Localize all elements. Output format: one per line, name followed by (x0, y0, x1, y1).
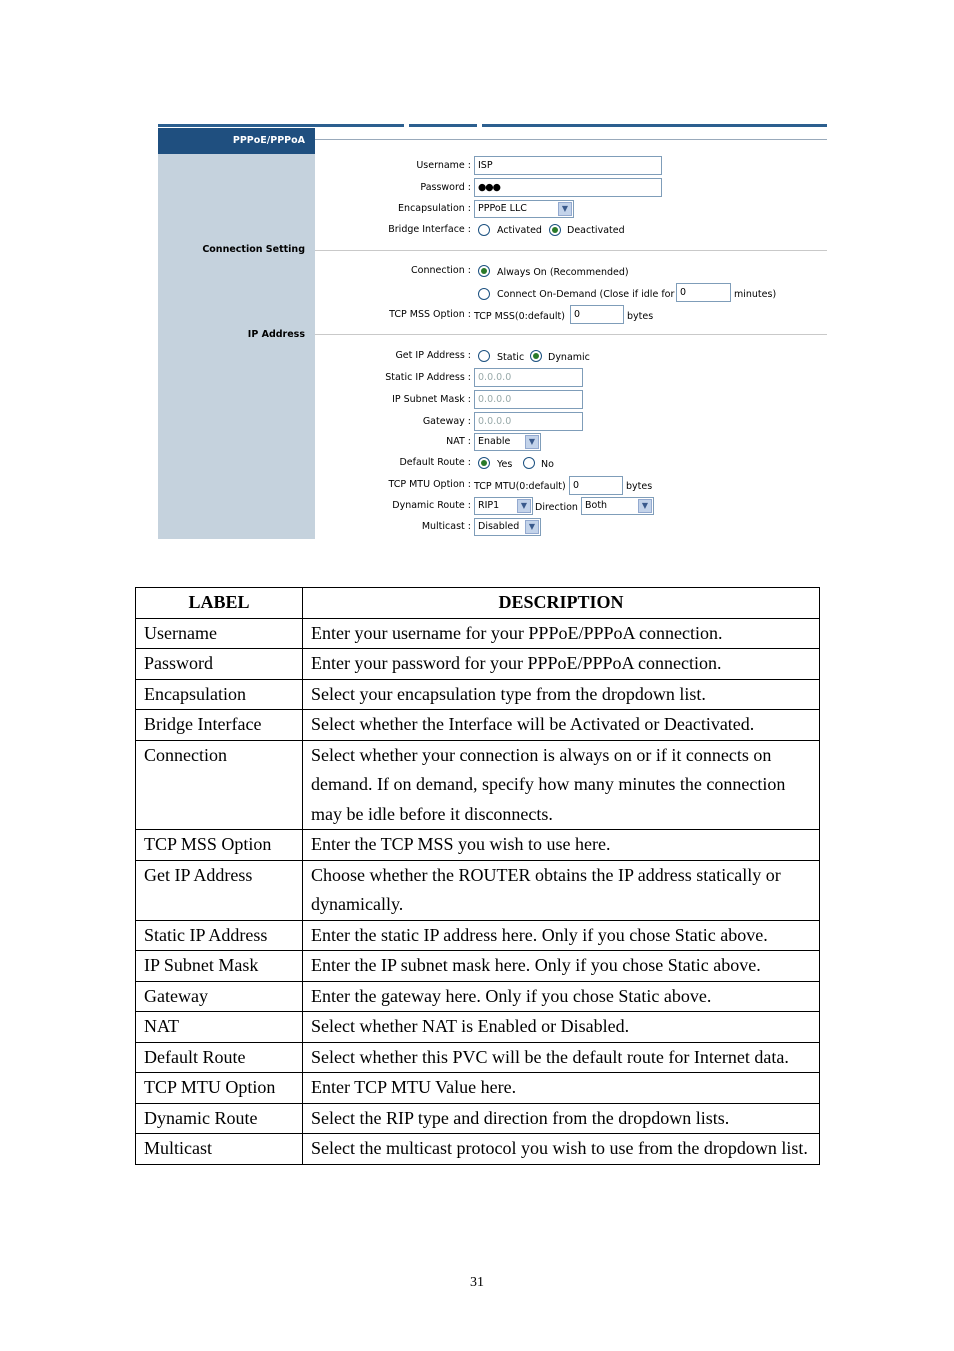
row-description: Enter the gateway here. Only if you chose Static above. (303, 981, 820, 1012)
default-route-yes-text: Yes (497, 459, 513, 470)
row-label: Default Route (136, 1042, 303, 1073)
tcp-mtu-unit: bytes (626, 481, 653, 492)
row-label: Multicast (136, 1134, 303, 1165)
tab-pppoe-pppoa[interactable]: PPPoE/PPPoA (158, 128, 315, 154)
row-description: Choose whether the ROUTER obtains the IP address statically or dynamically. (303, 860, 820, 920)
connection-demand-text: Connect On-Demand (Close if idle for (497, 289, 675, 300)
section-divider (315, 334, 827, 335)
chevron-down-icon: ▼ (517, 499, 531, 513)
table-row (136, 618, 820, 649)
connection-label: Connection : (411, 265, 471, 276)
tcp-mss-input[interactable]: 0 (570, 305, 624, 324)
nat-value: Enable (478, 436, 511, 447)
encapsulation-value: PPPoE LLC (478, 203, 527, 214)
table-row (136, 1103, 820, 1134)
row-label: Connection (136, 740, 303, 830)
table-row (136, 981, 820, 1012)
row-description: Enter your password for your PPPoE/PPPoA connection. (303, 649, 820, 680)
chevron-down-icon: ▼ (558, 202, 572, 216)
dynamic-route-select[interactable] (474, 497, 533, 515)
subnet-mask-label: IP Subnet Mask : (392, 394, 471, 405)
header-label: LABEL (136, 588, 303, 619)
direction-value: Both (585, 500, 608, 511)
get-ip-static-text: Static (497, 352, 525, 363)
row-description: Select whether this PVC will be the default route for Internet data. (303, 1042, 820, 1073)
tcp-mss-prefix: TCP MSS(0:default) (474, 311, 565, 322)
dynamic-route-label: Dynamic Route : (392, 500, 471, 511)
row-description: Select whether your connection is always on or if it connects on demand. If on demand, specify how many minutes the connection may be idle before it disconnects. (303, 740, 820, 830)
page-number: 31 (470, 1275, 484, 1290)
idle-minutes-unit: minutes) (734, 289, 777, 300)
default-route-no-radio[interactable] (523, 457, 535, 469)
row-description: Enter the IP subnet mask here. Only if you chose Static above. (303, 951, 820, 982)
dynamic-route-value: RIP1 (478, 500, 500, 511)
multicast-value: Disabled (478, 521, 520, 532)
tab-bar-line (409, 124, 477, 127)
row-description: Select the multicast protocol you wish to use from the dropdown list. (303, 1134, 820, 1165)
bridge-activated-text: Activated (497, 225, 542, 236)
table-row (136, 740, 820, 830)
static-ip-input[interactable]: 0.0.0.0 (474, 368, 583, 387)
username-input[interactable]: ISP (474, 156, 662, 175)
table-header-row (136, 588, 820, 619)
row-label: Gateway (136, 981, 303, 1012)
default-route-yes-radio[interactable] (478, 457, 490, 469)
chevron-down-icon: ▼ (525, 520, 539, 534)
tcp-mss-unit: bytes (627, 311, 654, 322)
chevron-down-icon: ▼ (638, 499, 652, 513)
sidebar-ip-address: IP Address (247, 329, 305, 340)
table-row (136, 1012, 820, 1043)
row-label: TCP MTU Option (136, 1073, 303, 1104)
multicast-select[interactable] (474, 518, 541, 536)
subnet-mask-input[interactable]: 0.0.0.0 (474, 390, 583, 409)
row-label: IP Subnet Mask (136, 951, 303, 982)
header-description: DESCRIPTION (303, 588, 820, 619)
idle-minutes-input[interactable]: 0 (676, 283, 731, 302)
chevron-down-icon: ▼ (525, 435, 539, 449)
default-route-label: Default Route : (399, 457, 471, 468)
header-rule (315, 139, 827, 140)
encapsulation-label: Encapsulation : (398, 203, 471, 214)
row-description: Enter the static IP address here. Only if you chose Static above. (303, 920, 820, 951)
default-route-no-text: No (541, 459, 554, 470)
router-config-screenshot (144, 124, 827, 539)
table-row (136, 951, 820, 982)
table-row (136, 649, 820, 680)
row-description: Enter your username for your PPPoE/PPPoA connection. (303, 618, 820, 649)
tab-bar-line (158, 124, 404, 127)
tcp-mtu-label: TCP MTU Option : (388, 479, 471, 490)
connection-always-text: Always On (Recommended) (497, 267, 629, 278)
row-description: Select your encapsulation type from the dropdown list. (303, 679, 820, 710)
password-label: Password : (420, 182, 471, 193)
bridge-deactivated-text: Deactivated (567, 225, 625, 236)
nat-label: NAT : (446, 436, 471, 447)
row-label: TCP MSS Option (136, 830, 303, 861)
connection-demand-radio[interactable] (478, 288, 490, 300)
sidebar-connection-setting: Connection Setting (202, 244, 305, 255)
tab-bar-line (482, 124, 827, 127)
row-description: Select whether the Interface will be Activated or Deactivated. (303, 710, 820, 741)
row-description: Select whether NAT is Enabled or Disabled. (303, 1012, 820, 1043)
nat-select[interactable] (474, 433, 541, 451)
get-ip-label: Get IP Address : (395, 350, 471, 361)
table-row (136, 1042, 820, 1073)
table-row (136, 920, 820, 951)
table-row (136, 1073, 820, 1104)
gateway-input[interactable]: 0.0.0.0 (474, 412, 583, 431)
row-label: Password (136, 649, 303, 680)
label-description-table (135, 587, 820, 1165)
section-divider (315, 250, 827, 251)
row-label: Bridge Interface (136, 710, 303, 741)
gateway-label: Gateway : (422, 416, 471, 427)
bridge-deactivated-radio[interactable] (549, 224, 561, 236)
username-label: Username : (416, 160, 471, 171)
row-description: Enter TCP MTU Value here. (303, 1073, 820, 1104)
table-row (136, 1134, 820, 1165)
table-row (136, 679, 820, 710)
tcp-mtu-input[interactable]: 0 (569, 476, 623, 495)
password-input[interactable]: ●●● (474, 178, 662, 197)
static-ip-label: Static IP Address : (385, 372, 471, 383)
connection-always-radio[interactable] (478, 265, 490, 277)
bridge-activated-radio[interactable] (478, 224, 490, 236)
table-row (136, 710, 820, 741)
multicast-label: Multicast : (421, 521, 471, 532)
row-label: Username (136, 618, 303, 649)
direction-select[interactable] (581, 497, 654, 515)
table-row (136, 830, 820, 861)
get-ip-dynamic-radio[interactable] (530, 350, 542, 362)
row-label: Encapsulation (136, 679, 303, 710)
bridge-interface-label: Bridge Interface : (388, 224, 471, 235)
get-ip-dynamic-text: Dynamic (548, 352, 590, 363)
row-label: Dynamic Route (136, 1103, 303, 1134)
get-ip-static-radio[interactable] (478, 350, 490, 362)
direction-label: Direction (535, 502, 578, 513)
table-row (136, 860, 820, 920)
row-label: Get IP Address (136, 860, 303, 920)
tcp-mtu-prefix: TCP MTU(0:default) (474, 481, 566, 492)
tcp-mss-label: TCP MSS Option : (389, 309, 471, 320)
row-description: Select the RIP type and direction from the dropdown lists. (303, 1103, 820, 1134)
encapsulation-select[interactable] (474, 200, 574, 218)
row-label: NAT (136, 1012, 303, 1043)
row-label: Static IP Address (136, 920, 303, 951)
row-description: Enter the TCP MSS you wish to use here. (303, 830, 820, 861)
